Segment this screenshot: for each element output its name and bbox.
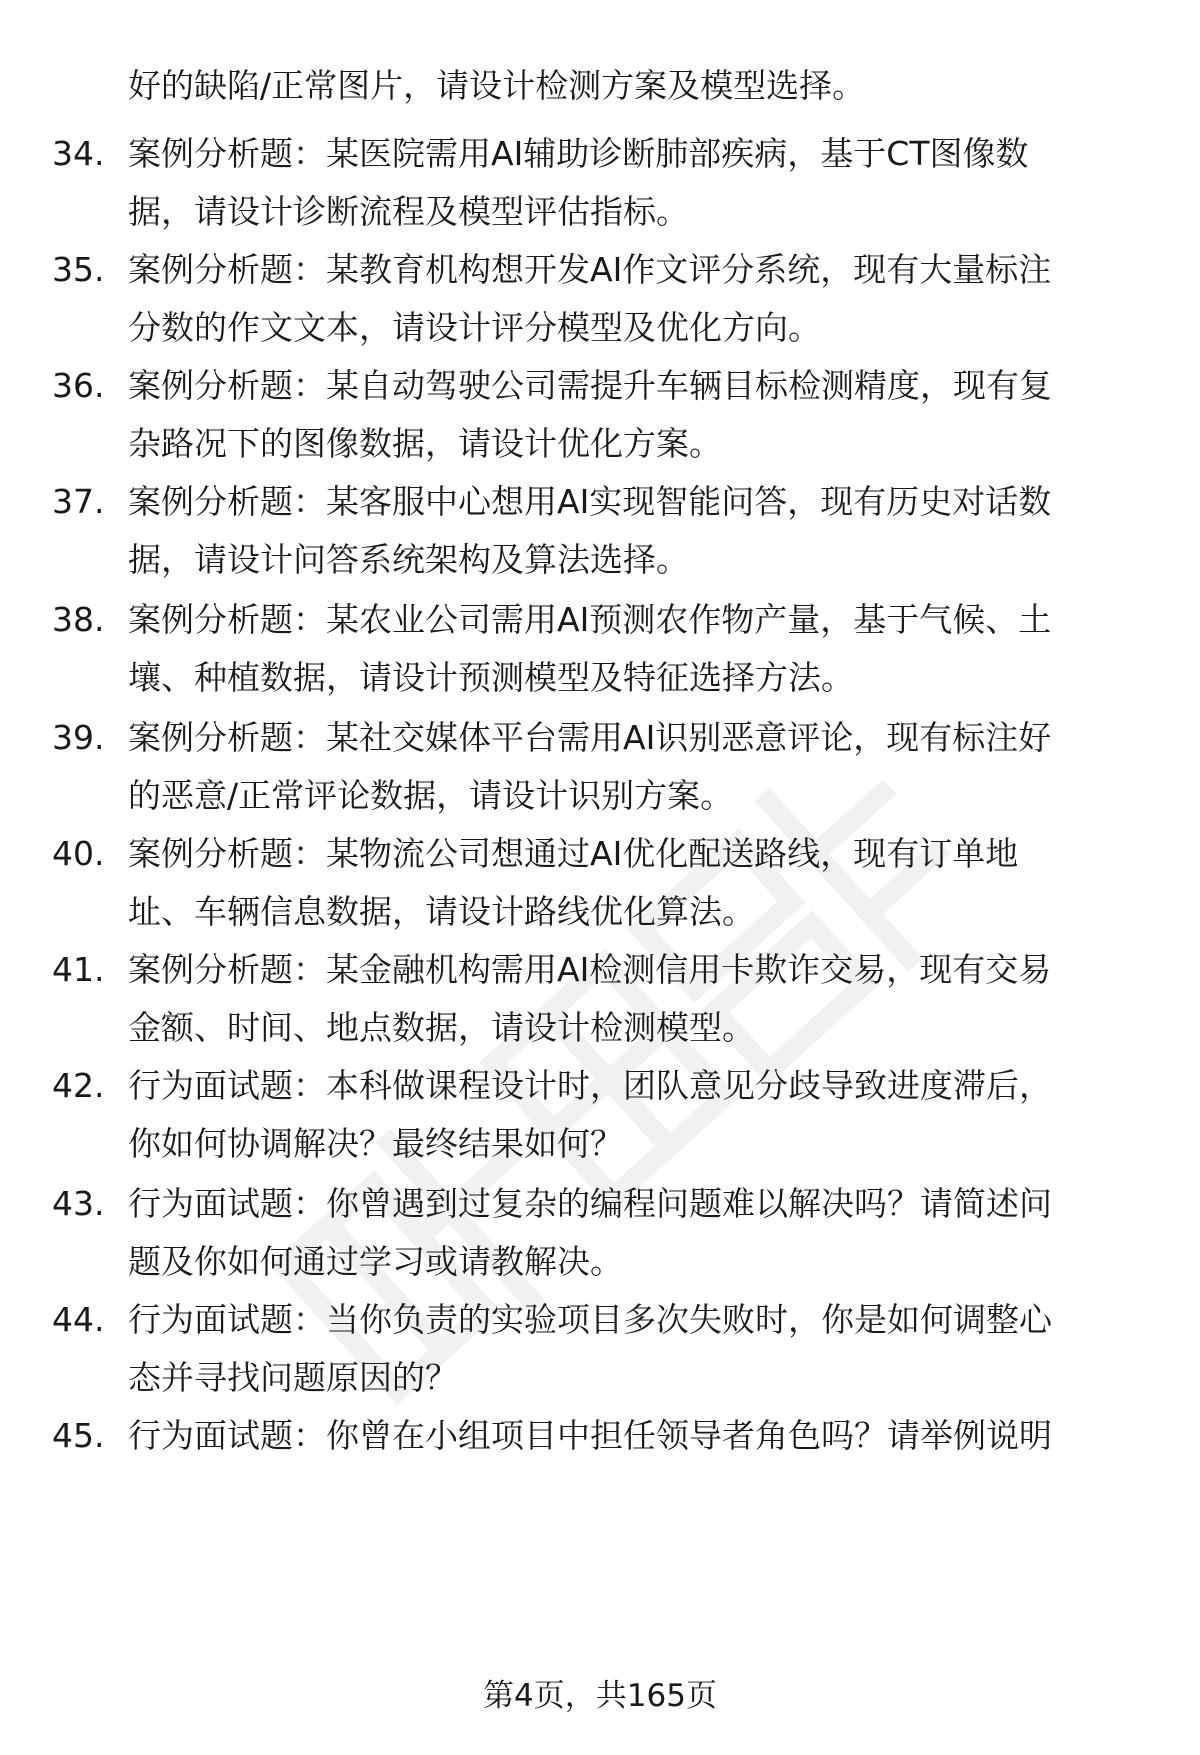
question-text-line: 行为面试题：当你负责的实验项目多次失败时，你是如何调整心 <box>128 1300 1052 1339</box>
question-text-line: 案例分析题：某教育机构想开发AI作文评分系统，现有大量标注 <box>128 250 1052 289</box>
page-footer: 第4页，共165页 <box>483 1678 717 1714</box>
question-number: 39. <box>52 718 105 757</box>
question-text-line: 态并寻找问题原因的？ <box>128 1358 458 1397</box>
question-text-line: 据，请设计问答系统架构及算法选择。 <box>128 540 689 579</box>
question-text-line: 案例分析题：某自动驾驶公司需提升车辆目标检测精度，现有复 <box>128 366 1052 405</box>
question-number: 42. <box>52 1066 105 1105</box>
question-number: 34. <box>52 134 105 173</box>
question-text-line: 据，请设计诊断流程及模型评估指标。 <box>128 192 689 231</box>
question-text-line: 案例分析题：某客服中心想用AI实现智能问答，现有历史对话数 <box>128 482 1052 521</box>
question-text-line: 案例分析题：某医院需用AI辅助诊断肺部疾病，基于CT图像数 <box>128 134 1029 173</box>
question-text-line: 题及你如何通过学习或请教解决。 <box>128 1242 623 1281</box>
question-number: 43. <box>52 1184 105 1223</box>
question-text-line: 案例分析题：某社交媒体平台需用AI识别恶意评论，现有标注好 <box>128 718 1052 757</box>
question-text-line: 金额、时间、地点数据，请设计检测模型。 <box>128 1008 755 1047</box>
question-text-line: 你如何协调解决？最终结果如何？ <box>128 1124 623 1163</box>
question-text-line: 址、车辆信息数据，请设计路线优化算法。 <box>128 892 755 931</box>
question-number: 36. <box>52 366 105 405</box>
question-text-line: 杂路况下的图像数据，请设计优化方案。 <box>128 424 722 463</box>
question-number: 44. <box>52 1300 105 1339</box>
question-text-line: 壤、种植数据，请设计预测模型及特征选择方法。 <box>128 658 854 697</box>
continuation-text: 好的缺陷/正常图片，请设计检测方案及模型选择。 <box>128 66 866 105</box>
question-number: 38. <box>52 600 105 639</box>
question-text-line: 案例分析题：某金融机构需用AI检测信用卡欺诈交易，现有交易 <box>128 950 1052 989</box>
question-text-line: 行为面试题：本科做课程设计时，团队意见分歧导致进度滞后， <box>128 1066 1052 1105</box>
question-number: 37. <box>52 482 105 521</box>
question-text-line: 案例分析题：某农业公司需用AI预测农作物产量，基于气候、土 <box>128 600 1052 639</box>
question-number: 35. <box>52 250 105 289</box>
question-text-line: 行为面试题：你曾在小组项目中担任领导者角色吗？请举例说明 <box>128 1416 1052 1455</box>
question-text-line: 案例分析题：某物流公司想通过AI优化配送路线，现有订单地 <box>128 834 1019 873</box>
question-text-line: 行为面试题：你曾遇到过复杂的编程问题难以解决吗？请简述问 <box>128 1184 1052 1223</box>
question-text-line: 的恶意/正常评论数据，请设计识别方案。 <box>128 776 734 815</box>
question-number: 45. <box>52 1416 105 1455</box>
question-text-line: 分数的作文文本，请设计评分模型及优化方向。 <box>128 308 821 347</box>
question-number: 41. <box>52 950 105 989</box>
question-number: 40. <box>52 834 105 873</box>
